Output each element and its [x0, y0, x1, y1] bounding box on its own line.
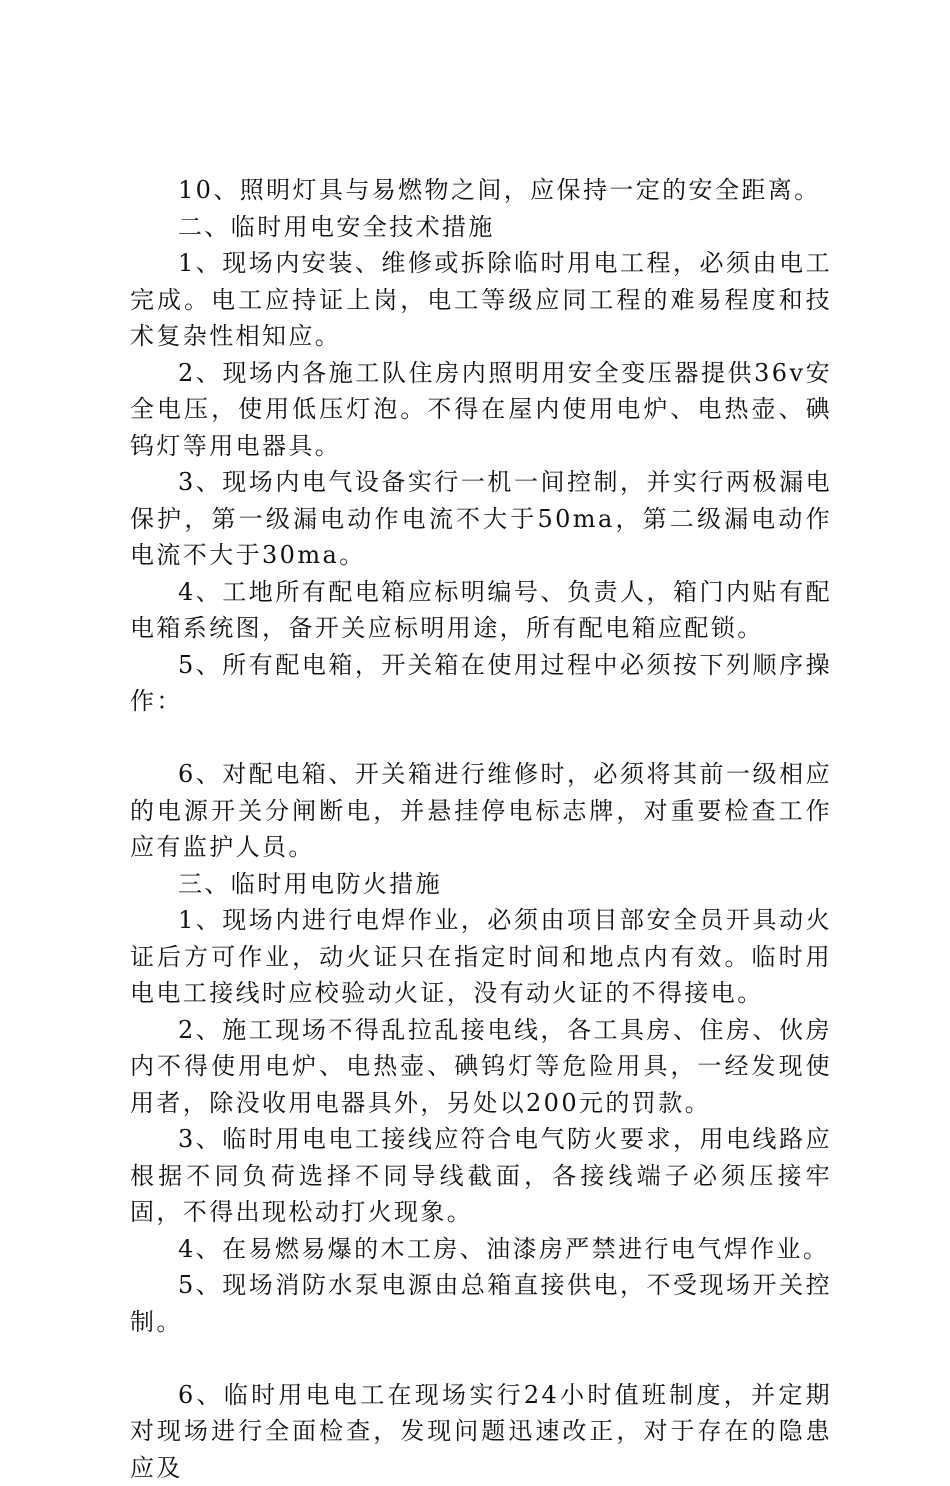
paragraph-s3-3: 3、临时用电电工接线应符合电气防火要求，用电线路应根据不同负荷选择不同导线截面，各接线端子必须压接牢固，不得出现松动打火现象。	[130, 1121, 832, 1231]
paragraph-s3-5: 5、现场消防水泵电源由总箱直接供电，不受现场开关控制。	[130, 1267, 832, 1340]
paragraph-10-lighting-distance: 10、照明灯具与易燃物之间，应保持一定的安全距离。	[130, 172, 832, 209]
paragraph-s3-1: 1、现场内进行电焊作业，必须由项目部安全员开具动火证后方可作业，动火证只在指定时间和地点内有效。临时用电电工接线时应校验动火证，没有动火证的不得接电。	[130, 902, 832, 1012]
paragraph-s3-6: 6、临时用电电工在现场实行24小时值班制度，并定期对现场进行全面检查，发现问题迅速改正，对于存在的隐患应及	[130, 1377, 832, 1486]
section-heading-3: 三、临时用电防火措施	[130, 866, 832, 903]
paragraph-s2-5: 5、所有配电箱，开关箱在使用过程中必须按下列顺序操作：	[130, 647, 832, 720]
paragraph-s3-2: 2、施工现场不得乱拉乱接电线，各工具房、住房、伙房内不得使用电炉、电热壶、碘钨灯等危险用具，一经发现使用者，除没收用电器具外，另处以200元的罚款。	[130, 1012, 832, 1122]
paragraph-s2-6: 6、对配电箱、开关箱进行维修时，必须将其前一级相应的电源开关分闸断电，并悬挂停电标志牌，对重要检查工作应有监护人员。	[130, 756, 832, 866]
blank-line	[130, 720, 832, 757]
paragraph-s2-3: 3、现场内电气设备实行一机一间控制，并实行两极漏电保护，第一级漏电动作电流不大于50ma，第二级漏电动作电流不大于30ma。	[130, 464, 832, 574]
section-heading-2: 二、临时用电安全技术措施	[130, 209, 832, 246]
paragraph-s3-4: 4、在易燃易爆的木工房、油漆房严禁进行电气焊作业。	[130, 1231, 832, 1268]
document-body	[130, 172, 832, 1486]
blank-line	[130, 1340, 832, 1377]
paragraph-s2-4: 4、工地所有配电箱应标明编号、负责人，箱门内贴有配电箱系统图，备开关应标明用途，所有配电箱应配锁。	[130, 574, 832, 647]
paragraph-s2-1: 1、现场内安装、维修或拆除临时用电工程，必须由电工完成。电工应持证上岗，电工等级应同工程的难易程度和技术复杂性相知应。	[130, 245, 832, 355]
paragraph-s2-2: 2、现场内各施工队住房内照明用安全变压器提供36v安全电压，使用低压灯泡。不得在屋内使用电炉、电热壶、碘钨灯等用电器具。	[130, 355, 832, 465]
